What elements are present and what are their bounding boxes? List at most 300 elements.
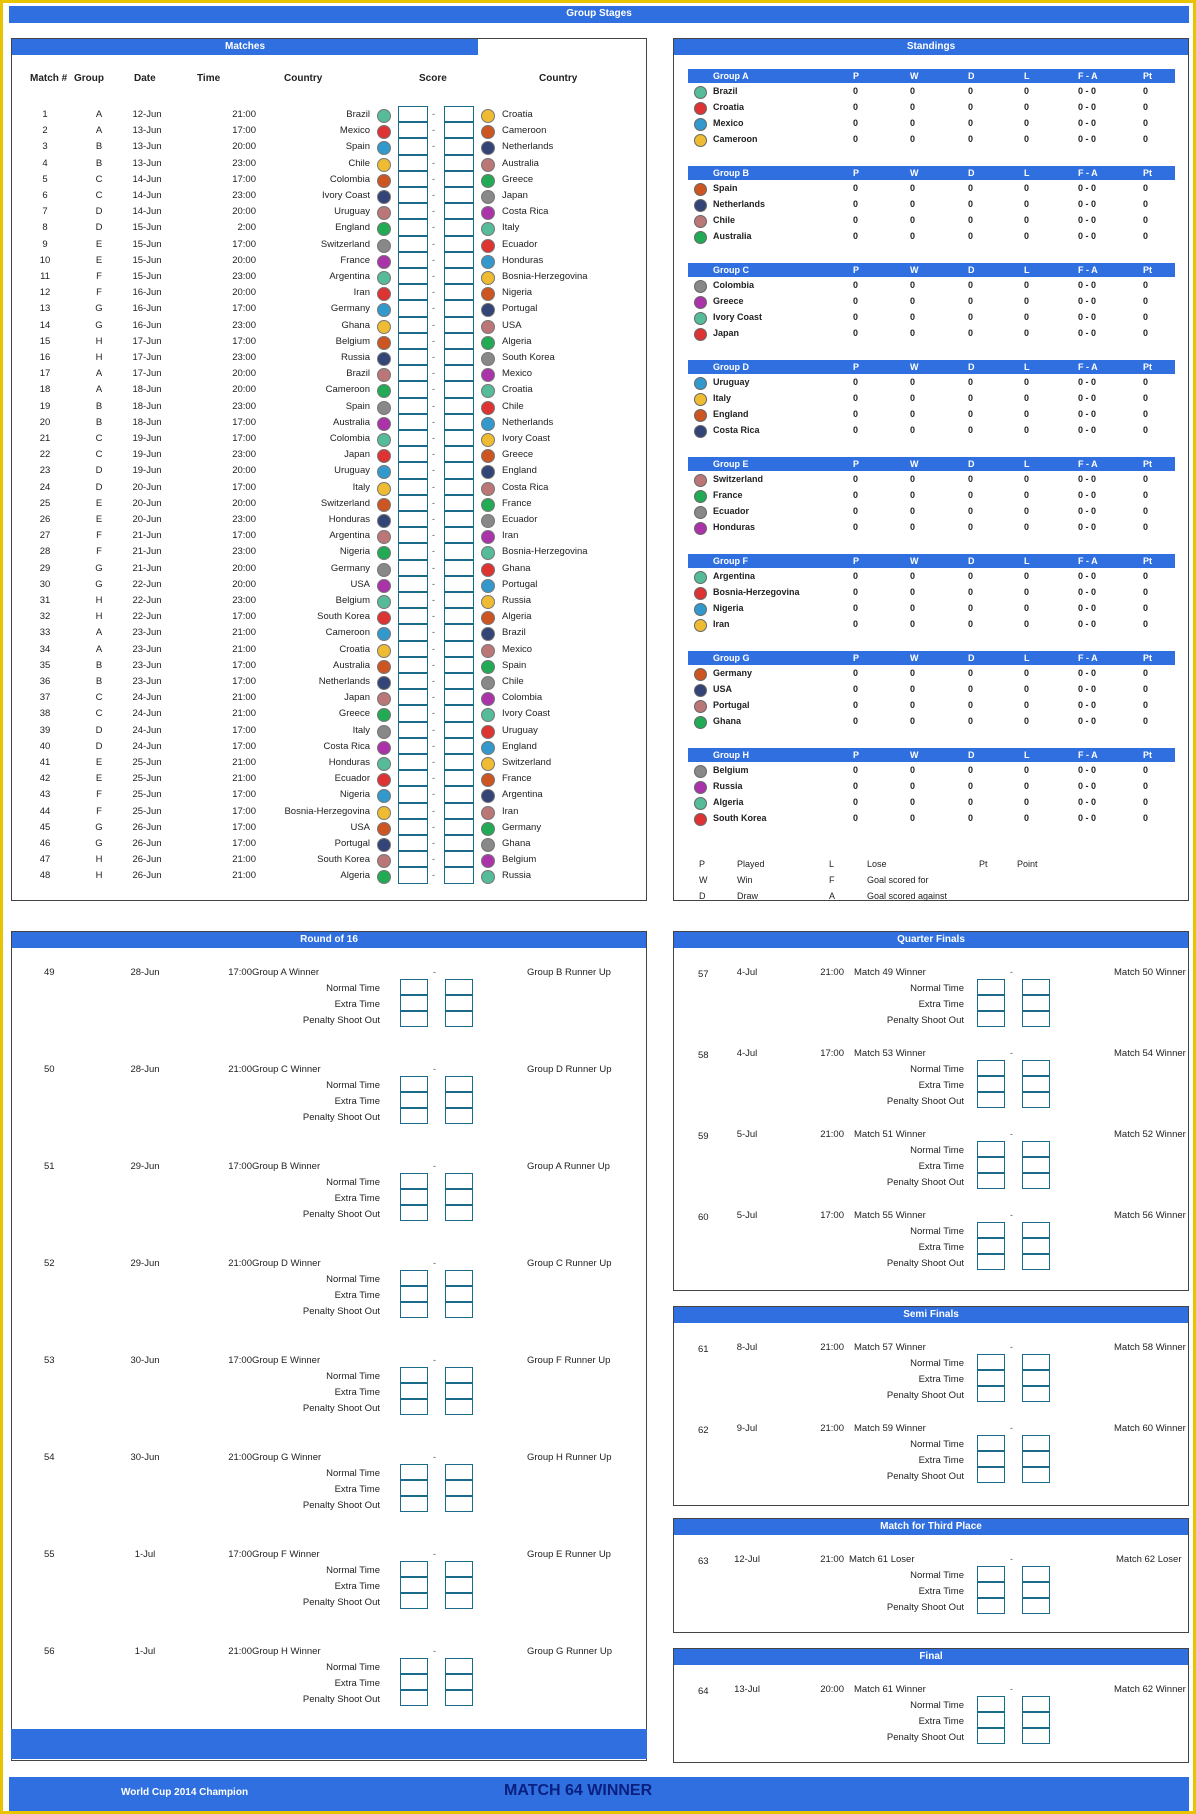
home-score-input[interactable] [400,1561,428,1577]
away-score-input[interactable] [445,979,473,995]
match-group: A [95,643,103,655]
away-score-input[interactable] [1022,1076,1050,1092]
home-score-input[interactable] [977,1566,1005,1582]
standing-row [688,600,1175,616]
away-score-input[interactable] [444,349,474,365]
home-score-input[interactable] [398,462,428,478]
away-score-input[interactable] [444,479,474,495]
away-score-input[interactable] [444,608,474,624]
column-header: Country [284,73,323,84]
away-score-input[interactable] [1022,1011,1050,1027]
period-label: Normal Time [326,1274,380,1285]
home-score-input[interactable] [398,236,428,252]
away-score-input[interactable] [444,381,474,397]
away-score-input[interactable] [444,657,474,673]
home-score-input[interactable] [398,381,428,397]
away-team: France [502,773,532,785]
stat-column-header: L [1024,71,1030,81]
home-score-input[interactable] [398,835,428,851]
home-score-input[interactable] [398,317,428,333]
away-score-input[interactable] [444,803,474,819]
team-name: Netherlands [713,199,766,209]
home-score-input[interactable] [400,1076,428,1092]
home-score-input[interactable] [398,187,428,203]
away-score-input[interactable] [445,1658,473,1674]
home-score-input[interactable] [398,430,428,446]
team-flag-icon [694,231,707,244]
home-score-input[interactable] [398,398,428,414]
away-score-input[interactable] [1022,1157,1050,1173]
away-score-input[interactable] [444,689,474,705]
away-score-input[interactable] [444,155,474,171]
legend-key: L [829,859,835,869]
stat-value: 0 [968,393,974,403]
home-score-input[interactable] [400,1367,428,1383]
home-score-input[interactable] [977,1598,1005,1614]
match-date: 23-Jun [132,643,162,655]
home-score-input[interactable] [400,1674,428,1690]
away-score-input[interactable] [1022,1238,1050,1254]
away-score-input[interactable] [444,300,474,316]
away-score-input[interactable] [445,1561,473,1577]
team-flag-icon [377,125,391,139]
away-score-input[interactable] [1022,1092,1050,1108]
home-score-input[interactable] [977,1141,1005,1157]
away-score-input[interactable] [444,722,474,738]
stat-column-header: W [910,459,919,469]
stat-value: 0 - 0 [1078,506,1097,516]
away-score-input[interactable] [1022,1451,1050,1467]
home-score-input[interactable] [398,300,428,316]
home-score-input[interactable] [398,851,428,867]
away-score-input[interactable] [444,786,474,802]
away-score-input[interactable] [1022,1728,1050,1744]
team-name: Brazil [713,86,738,96]
home-score-input[interactable] [400,979,428,995]
stat-value: 0 [910,102,916,112]
stat-value: 0 - 0 [1078,474,1097,484]
home-score-input[interactable] [977,1435,1005,1451]
away-score-input[interactable] [445,1205,473,1221]
stat-value: 0 [853,603,859,613]
home-score-input[interactable] [977,1173,1005,1189]
home-score-input[interactable] [400,1690,428,1706]
away-score-input[interactable] [1022,1598,1050,1614]
standing-row [688,665,1175,681]
away-score-input[interactable] [1022,1370,1050,1386]
period-label: Penalty Shoot Out [886,1390,964,1401]
home-score-input[interactable] [400,1302,428,1318]
stat-column-header: P [853,265,860,275]
home-score-input[interactable] [977,1222,1005,1238]
home-score-input[interactable] [977,995,1005,1011]
away-score-input[interactable] [444,414,474,430]
away-score-input[interactable] [444,592,474,608]
home-score-input[interactable] [977,1060,1005,1076]
team-flag-icon [377,190,391,204]
period-label: Penalty Shoot Out [886,1602,964,1613]
team-flag-icon [481,854,495,868]
home-score-input[interactable] [398,203,428,219]
away-slot: Group G Runner Up [527,1646,613,1657]
away-score-input[interactable] [444,171,474,187]
score-separator: - [432,141,435,152]
away-score-input[interactable] [444,284,474,300]
away-score-input[interactable] [444,252,474,268]
away-score-input[interactable] [444,835,474,851]
stat-column-header: Pt [1143,459,1152,469]
home-score-input[interactable] [398,673,428,689]
away-score-input[interactable] [445,1108,473,1124]
away-score-input[interactable] [444,576,474,592]
away-score-input[interactable] [1022,1566,1050,1582]
away-score-input[interactable] [444,624,474,640]
home-score-input[interactable] [398,511,428,527]
away-score-input[interactable] [445,1367,473,1383]
group-header [688,168,1175,180]
home-score-input[interactable] [400,1496,428,1512]
home-slot: Match 55 Winner [854,1210,926,1221]
stat-column-header: W [910,71,919,81]
away-score-input[interactable] [444,819,474,835]
away-score-input[interactable] [444,705,474,721]
match-number: 42 [39,773,51,785]
home-score-input[interactable] [977,1467,1005,1483]
away-score-input[interactable] [444,867,474,883]
team-flag-icon [694,425,707,438]
match-date: 18-Jun [132,400,162,412]
team-flag-icon [377,838,391,852]
away-score-input[interactable] [445,1270,473,1286]
home-score-input[interactable] [398,754,428,770]
stat-value: 0 [853,393,859,403]
match-group: A [95,627,103,639]
home-score-input[interactable] [400,1593,428,1609]
away-score-input[interactable] [445,1399,473,1415]
home-score-input[interactable] [400,1383,428,1399]
away-score-input[interactable] [444,641,474,657]
away-score-input[interactable] [1022,1141,1050,1157]
away-score-input[interactable] [444,770,474,786]
stat-value: 0 [1143,716,1149,726]
home-score-input[interactable] [398,284,428,300]
away-slot: Group D Runner Up [527,1064,612,1075]
home-score-input[interactable] [398,641,428,657]
stat-value: 0 [1024,231,1030,241]
away-score-input[interactable] [444,446,474,462]
home-team: USA [350,578,370,590]
home-score-input[interactable] [398,349,428,365]
away-score-input[interactable] [1022,1435,1050,1451]
match-time: 20:00 [232,578,256,590]
away-score-input[interactable] [445,1092,473,1108]
away-score-input[interactable] [445,1011,473,1027]
away-score-input[interactable] [444,219,474,235]
away-score-input[interactable] [445,1480,473,1496]
home-team: Portugal [334,838,370,849]
away-score-input[interactable] [444,122,474,138]
stat-column-header: Pt [1143,362,1152,372]
home-score-input[interactable] [398,786,428,802]
away-score-input[interactable] [1022,1173,1050,1189]
away-score-input[interactable] [445,1496,473,1512]
away-team: Bosnia-Herzegovina [502,271,588,282]
away-score-input[interactable] [1022,1254,1050,1270]
home-score-input[interactable] [398,543,428,559]
away-score-input[interactable] [1022,1222,1050,1238]
stat-value: 0 [968,603,974,613]
away-score-input[interactable] [1022,995,1050,1011]
away-score-input[interactable] [445,1464,473,1480]
team-name: Russia [713,781,743,791]
home-score-input[interactable] [398,560,428,576]
away-score-input[interactable] [444,754,474,770]
away-score-input[interactable] [444,317,474,333]
period-label: Penalty Shoot Out [302,1112,380,1123]
home-score-input[interactable] [398,138,428,154]
away-score-input[interactable] [1022,1582,1050,1598]
away-score-input[interactable] [444,333,474,349]
away-score-input[interactable] [445,1189,473,1205]
match-group: A [95,368,103,380]
home-score-input[interactable] [398,495,428,511]
home-score-input[interactable] [400,1011,428,1027]
home-score-input[interactable] [400,1399,428,1415]
away-score-input[interactable] [445,1593,473,1609]
home-score-input[interactable] [398,576,428,592]
period-label: Extra Time [334,1096,380,1107]
team-flag-icon [377,206,391,220]
stat-value: 0 - 0 [1078,587,1097,597]
away-score-input[interactable] [444,430,474,446]
home-team: Cameroon [325,627,370,639]
match-date: 16-Jun [132,319,162,331]
match-group: A [95,125,103,137]
home-score-input[interactable] [400,1092,428,1108]
stat-value: 0 - 0 [1078,765,1097,775]
away-score-input[interactable] [444,203,474,219]
home-score-input[interactable] [400,1286,428,1302]
home-score-input[interactable] [398,592,428,608]
away-slot: Match 58 Winner [1114,1342,1186,1353]
away-score-input[interactable] [444,738,474,754]
home-score-input[interactable] [398,446,428,462]
score-separator: - [432,724,435,735]
away-score-input[interactable] [445,1690,473,1706]
home-score-input[interactable] [977,1451,1005,1467]
stat-value: 0 [968,668,974,678]
stat-value: 0 [968,797,974,807]
home-score-input[interactable] [977,1712,1005,1728]
home-score-input[interactable] [977,1582,1005,1598]
home-score-input[interactable] [398,803,428,819]
away-score-input[interactable] [444,527,474,543]
away-team: South Korea [502,352,555,363]
stat-value: 0 - 0 [1078,425,1097,435]
away-score-input[interactable] [1022,1354,1050,1370]
away-score-input[interactable] [1022,1467,1050,1483]
home-score-input[interactable] [398,122,428,138]
away-score-input[interactable] [444,673,474,689]
away-score-input[interactable] [444,851,474,867]
home-slot: Group A Winner [252,967,320,978]
team-name: Honduras [713,522,756,532]
home-score-input[interactable] [398,657,428,673]
home-team: Netherlands [318,676,370,687]
home-score-input[interactable] [398,268,428,284]
home-score-input[interactable] [977,1370,1005,1386]
match-time: 17:00 [232,530,256,542]
home-score-input[interactable] [400,1464,428,1480]
away-score-input[interactable] [1022,1060,1050,1076]
stat-value: 0 [1024,425,1030,435]
away-score-input[interactable] [444,462,474,478]
stat-value: 0 - 0 [1078,813,1097,823]
match-group: H [95,595,103,606]
stat-column-header: P [853,168,860,178]
home-score-input[interactable] [398,527,428,543]
home-score-input[interactable] [398,705,428,721]
home-slot: Match 51 Winner [854,1129,926,1140]
team-flag-icon [694,587,707,600]
home-score-input[interactable] [400,1108,428,1124]
match-time: 17:00 [232,821,256,833]
match-time: 21:00 [232,643,256,655]
away-score-input[interactable] [1022,1696,1050,1712]
home-score-input[interactable] [400,1577,428,1593]
stat-value: 0 [853,118,859,128]
home-score-input[interactable] [398,770,428,786]
match-row [12,430,647,446]
away-score-input[interactable] [444,236,474,252]
legend-key: P [699,859,706,869]
away-score-input[interactable] [444,398,474,414]
match-group: B [95,676,103,687]
away-score-input[interactable] [444,106,474,122]
away-score-input[interactable] [445,1577,473,1593]
away-score-input[interactable] [444,138,474,154]
home-score-input[interactable] [400,1270,428,1286]
match-row [12,527,647,543]
away-score-input[interactable] [1022,1386,1050,1402]
away-score-input[interactable] [445,1076,473,1092]
standing-row [688,309,1175,325]
team-flag-icon [694,409,707,422]
score-separator: - [433,1258,436,1268]
stat-value: 0 - 0 [1078,522,1097,532]
match-time: 23:00 [232,157,256,169]
team-flag-icon [377,579,391,593]
stat-value: 0 [1024,280,1030,290]
away-score-input[interactable] [1022,979,1050,995]
away-score-input[interactable] [444,187,474,203]
stat-value: 0 [1024,215,1030,225]
match-number: 27 [39,530,51,542]
away-score-input[interactable] [444,543,474,559]
home-score-input[interactable] [977,1011,1005,1027]
home-score-input[interactable] [398,722,428,738]
away-score-input[interactable] [444,268,474,284]
away-score-input[interactable] [445,1383,473,1399]
home-score-input[interactable] [977,1696,1005,1712]
home-score-input[interactable] [398,414,428,430]
match-number: 44 [39,805,51,817]
home-score-input[interactable] [400,1205,428,1221]
home-score-input[interactable] [977,1238,1005,1254]
stat-value: 0 [853,102,859,112]
match-time: 20:00 [232,368,256,380]
home-score-input[interactable] [398,608,428,624]
home-score-input[interactable] [977,1386,1005,1402]
away-score-input[interactable] [444,495,474,511]
home-team: Chile [348,157,370,169]
away-score-input[interactable] [444,365,474,381]
home-score-input[interactable] [398,252,428,268]
away-score-input[interactable] [445,995,473,1011]
away-score-input[interactable] [445,1286,473,1302]
home-score-input[interactable] [400,1173,428,1189]
home-score-input[interactable] [398,219,428,235]
home-score-input[interactable] [400,1658,428,1674]
home-score-input[interactable] [977,1254,1005,1270]
period-label: Extra Time [334,999,380,1010]
home-score-input[interactable] [977,1157,1005,1173]
home-score-input[interactable] [398,819,428,835]
home-score-input[interactable] [398,689,428,705]
home-score-input[interactable] [977,1728,1005,1744]
home-score-input[interactable] [398,624,428,640]
home-score-input[interactable] [398,155,428,171]
away-score-input[interactable] [445,1173,473,1189]
stat-column-header: D [968,556,975,566]
match-row [12,608,647,624]
match-time: 17:00 [228,1549,252,1560]
home-score-input[interactable] [977,1354,1005,1370]
home-score-input[interactable] [400,1189,428,1205]
away-score-input[interactable] [444,511,474,527]
period-label: Normal Time [326,983,380,994]
home-score-input[interactable] [398,106,428,122]
match-group: B [95,157,103,169]
away-score-input[interactable] [1022,1712,1050,1728]
home-score-input[interactable] [398,479,428,495]
match-number: 52 [44,1258,55,1269]
home-score-input[interactable] [977,979,1005,995]
away-score-input[interactable] [445,1674,473,1690]
home-slot: Match 61 Winner [854,1684,926,1695]
home-score-input[interactable] [398,365,428,381]
score-separator: - [432,546,435,557]
match-number: 36 [39,676,51,687]
home-score-input[interactable] [398,171,428,187]
home-score-input[interactable] [400,1480,428,1496]
period-label: Normal Time [910,1700,964,1711]
home-score-input[interactable] [977,1092,1005,1108]
home-score-input[interactable] [398,333,428,349]
away-score-input[interactable] [444,560,474,576]
match-date: 13-Jul [734,1684,760,1695]
home-score-input[interactable] [398,867,428,883]
home-score-input[interactable] [977,1076,1005,1092]
home-score-input[interactable] [400,995,428,1011]
stat-value: 0 - 0 [1078,490,1097,500]
match-group: A [95,109,103,120]
home-score-input[interactable] [398,738,428,754]
match-date: 22-Jun [132,578,162,590]
score-separator: - [433,1064,436,1074]
away-score-input[interactable] [445,1302,473,1318]
team-flag-icon [377,287,391,301]
